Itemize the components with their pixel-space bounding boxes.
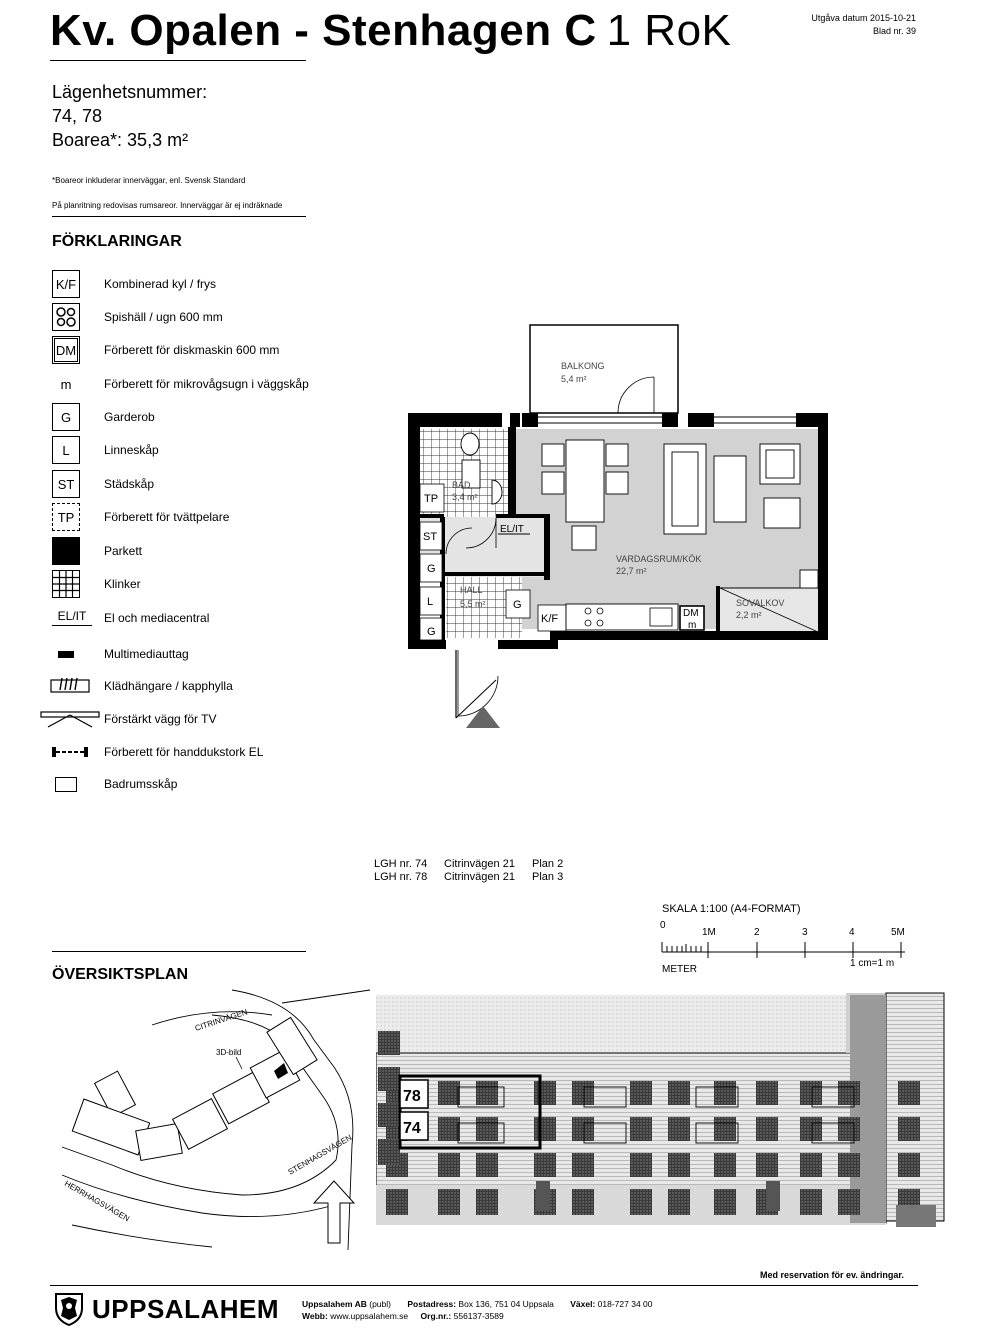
tag-l: L [427,596,434,608]
apartment-references [374,858,563,884]
area-note-1: *Boareor inkluderar innerväggar, enl. Svensk Standard [52,176,246,185]
legend-item [40,705,370,737]
legend-item [40,270,370,302]
issue-info [811,12,916,38]
label-hall: HALL [460,585,483,595]
apartment-info [52,80,207,152]
tag-g: G [427,563,436,575]
reservation-note: Med reservation för ev. ändringar. [760,1270,904,1280]
scale-tick-label: 1M [702,927,716,938]
bathroom-cabinet-icon [52,770,80,798]
legend-item [40,640,370,672]
legend-label: Spishäll / ugn 600 mm [104,310,223,324]
apartment-numbers-label: Lägenhetsnummer: [52,82,208,102]
apartment-area: Boarea*: 35,3 m² [52,130,189,150]
company-info: Uppsalahem AB (publ) Postadress: Box 136, 751 04 Uppsala Växel: 018-727 34 00 Webb: www.uppsalahem.se Org.nr.: 556137-3589 [302,1299,653,1321]
label-balcony: BALKONG [561,361,605,371]
reference-row: LGH nr. 78 Citrinvägen 21 Plan 3 [374,871,564,883]
legend-item [40,470,370,502]
stove-icon [52,303,80,331]
tv-wall-icon [40,705,100,733]
website-link[interactable]: www.uppsalahem.se [330,1311,409,1321]
scale-tick-label: 3 [802,927,808,938]
divider [52,216,306,217]
floor-plan [400,320,840,740]
street-label: CITRINVÄGEN [193,1007,249,1033]
uppsalahem-logo-icon [52,1292,86,1326]
sheet-number: Blad nr. 39 [872,26,916,36]
label-alcove: SOVALKOV [736,598,785,608]
media-central-symbol: EL/IT [52,606,92,626]
overview-heading: ÖVERSIKTSPLAN [52,966,189,983]
legend-label: Linneskåp [104,443,159,457]
tag-elit: EL/IT [500,524,524,535]
issue-date: Utgåva datum 2015-10-21 [811,13,916,23]
legend-label: Förberett för mikrovågsugn i väggskåp [104,377,309,391]
tag-m: m [688,620,697,631]
tag-tp: TP [424,493,439,505]
legend-item [40,770,370,802]
tag-g: G [427,626,436,638]
cleaning-closet-symbol: ST [52,470,80,498]
title-project: Kv. Opalen - Stenhagen C [50,6,597,55]
legend-label: Parkett [104,544,143,558]
legend-label: Kombinerad kyl / frys [104,277,217,291]
area-notes [52,168,282,218]
legend-item [40,570,370,602]
floor-label-74: 74 [403,1120,421,1137]
legend-label: Förstärkt vägg för TV [104,712,217,726]
scale-bar [655,918,915,974]
legend-label: Klädhängare / kapphylla [104,679,233,693]
area-note-2: På planritning redovisas rumsareor. Innerväggar är ej indräknade [52,201,283,210]
legend-label: El och mediacentral [104,611,210,625]
linen-closet-symbol: L [52,436,80,464]
label-living-area: 22,7 m² [616,566,647,576]
divider [52,951,306,952]
legend-label: Förberett för tvättpelare [104,510,230,524]
label-living: VARDAGSRUM/KÖK [616,554,702,564]
legend-label: Multimediauttag [104,647,189,661]
scale-tick-label: 2 [754,927,760,938]
company-name: Uppsalahem AB [302,1299,367,1309]
scale-ratio: 1 cm=1 m [850,958,895,969]
footer-rule [50,1285,918,1286]
scale-tick-label: 0 [660,920,666,931]
legend-item [40,436,370,468]
legend-item [40,336,370,368]
uppsalahem-logo-text: UPPSALAHEM [92,1294,280,1324]
facade-view [376,985,948,1227]
legend-label: Förberett för diskmaskin 600 mm [104,343,280,357]
legend-label: Badrumsskåp [104,777,178,791]
legend-label: Garderob [104,410,155,424]
overview-buildings [72,1017,317,1160]
legend-heading: FÖRKLARINGAR [52,233,182,250]
overview-map [52,985,372,1250]
legend-item [40,537,370,569]
apartment-numbers: 74, 78 [52,106,103,126]
tag-st: ST [423,531,438,543]
scale-tick-label: 4 [849,927,855,938]
label-balcony-area: 5,4 m² [561,374,587,384]
title-apartment-type: 1 RoK [606,6,732,55]
scale-tick-label: 5M [891,927,905,938]
entrance-arrow-icon [466,706,500,728]
washer-tower-symbol: TP [52,503,80,531]
legend-label: Städskåp [104,477,155,491]
north-arrow-icon [314,1181,354,1243]
legend-item [40,604,370,636]
reference-row: LGH nr. 74 Citrinvägen 21 Plan 2 [374,858,564,870]
phone-number: 018-727 34 00 [597,1299,653,1309]
street-label: HERRHAGSVÄGEN [63,1178,132,1224]
parquet-swatch [52,537,80,565]
legend-item [40,403,370,435]
street-label: STENHAGSVÄGEN [286,1132,354,1177]
tag-g: G [513,599,522,611]
title-underline [50,60,306,61]
label-alcove-area: 2,2 m² [736,610,762,620]
tag-kf: K/F [541,613,559,625]
microwave-symbol: m [60,376,72,392]
dishwasher-symbol: DM [52,336,80,364]
tile-swatch [52,570,80,598]
label-hall-area: 5,5 m² [460,599,486,609]
overview-marker-label: 3D-bild [216,1048,242,1057]
fridge-freezer-symbol: K/F [52,270,80,298]
org-number: 556137-3589 [453,1311,504,1321]
postal-address: Box 136, 751 04 Uppsala [458,1299,554,1309]
wardrobe-symbol: G [52,403,80,431]
legend-label: Klinker [104,577,141,591]
multimedia-outlet-icon [52,640,80,668]
label-bath-area: 3,4 m² [452,492,478,502]
legend-item [40,303,370,335]
scale-unit: METER [662,964,697,974]
scale-title: SKALA 1:100 (A4-FORMAT) [662,903,801,915]
legend-label: Förberett för handdukstork EL [104,745,264,759]
coat-rack-icon [50,672,90,700]
legend-item [40,503,370,535]
page-title [50,6,731,56]
legend-item [40,672,370,704]
towel-warmer-icon [50,738,90,766]
label-bath: BAD [452,480,471,490]
legend-item [40,370,370,402]
tag-dm: DM [683,608,699,619]
legend-item [40,738,370,770]
floor-label-78: 78 [403,1088,421,1105]
